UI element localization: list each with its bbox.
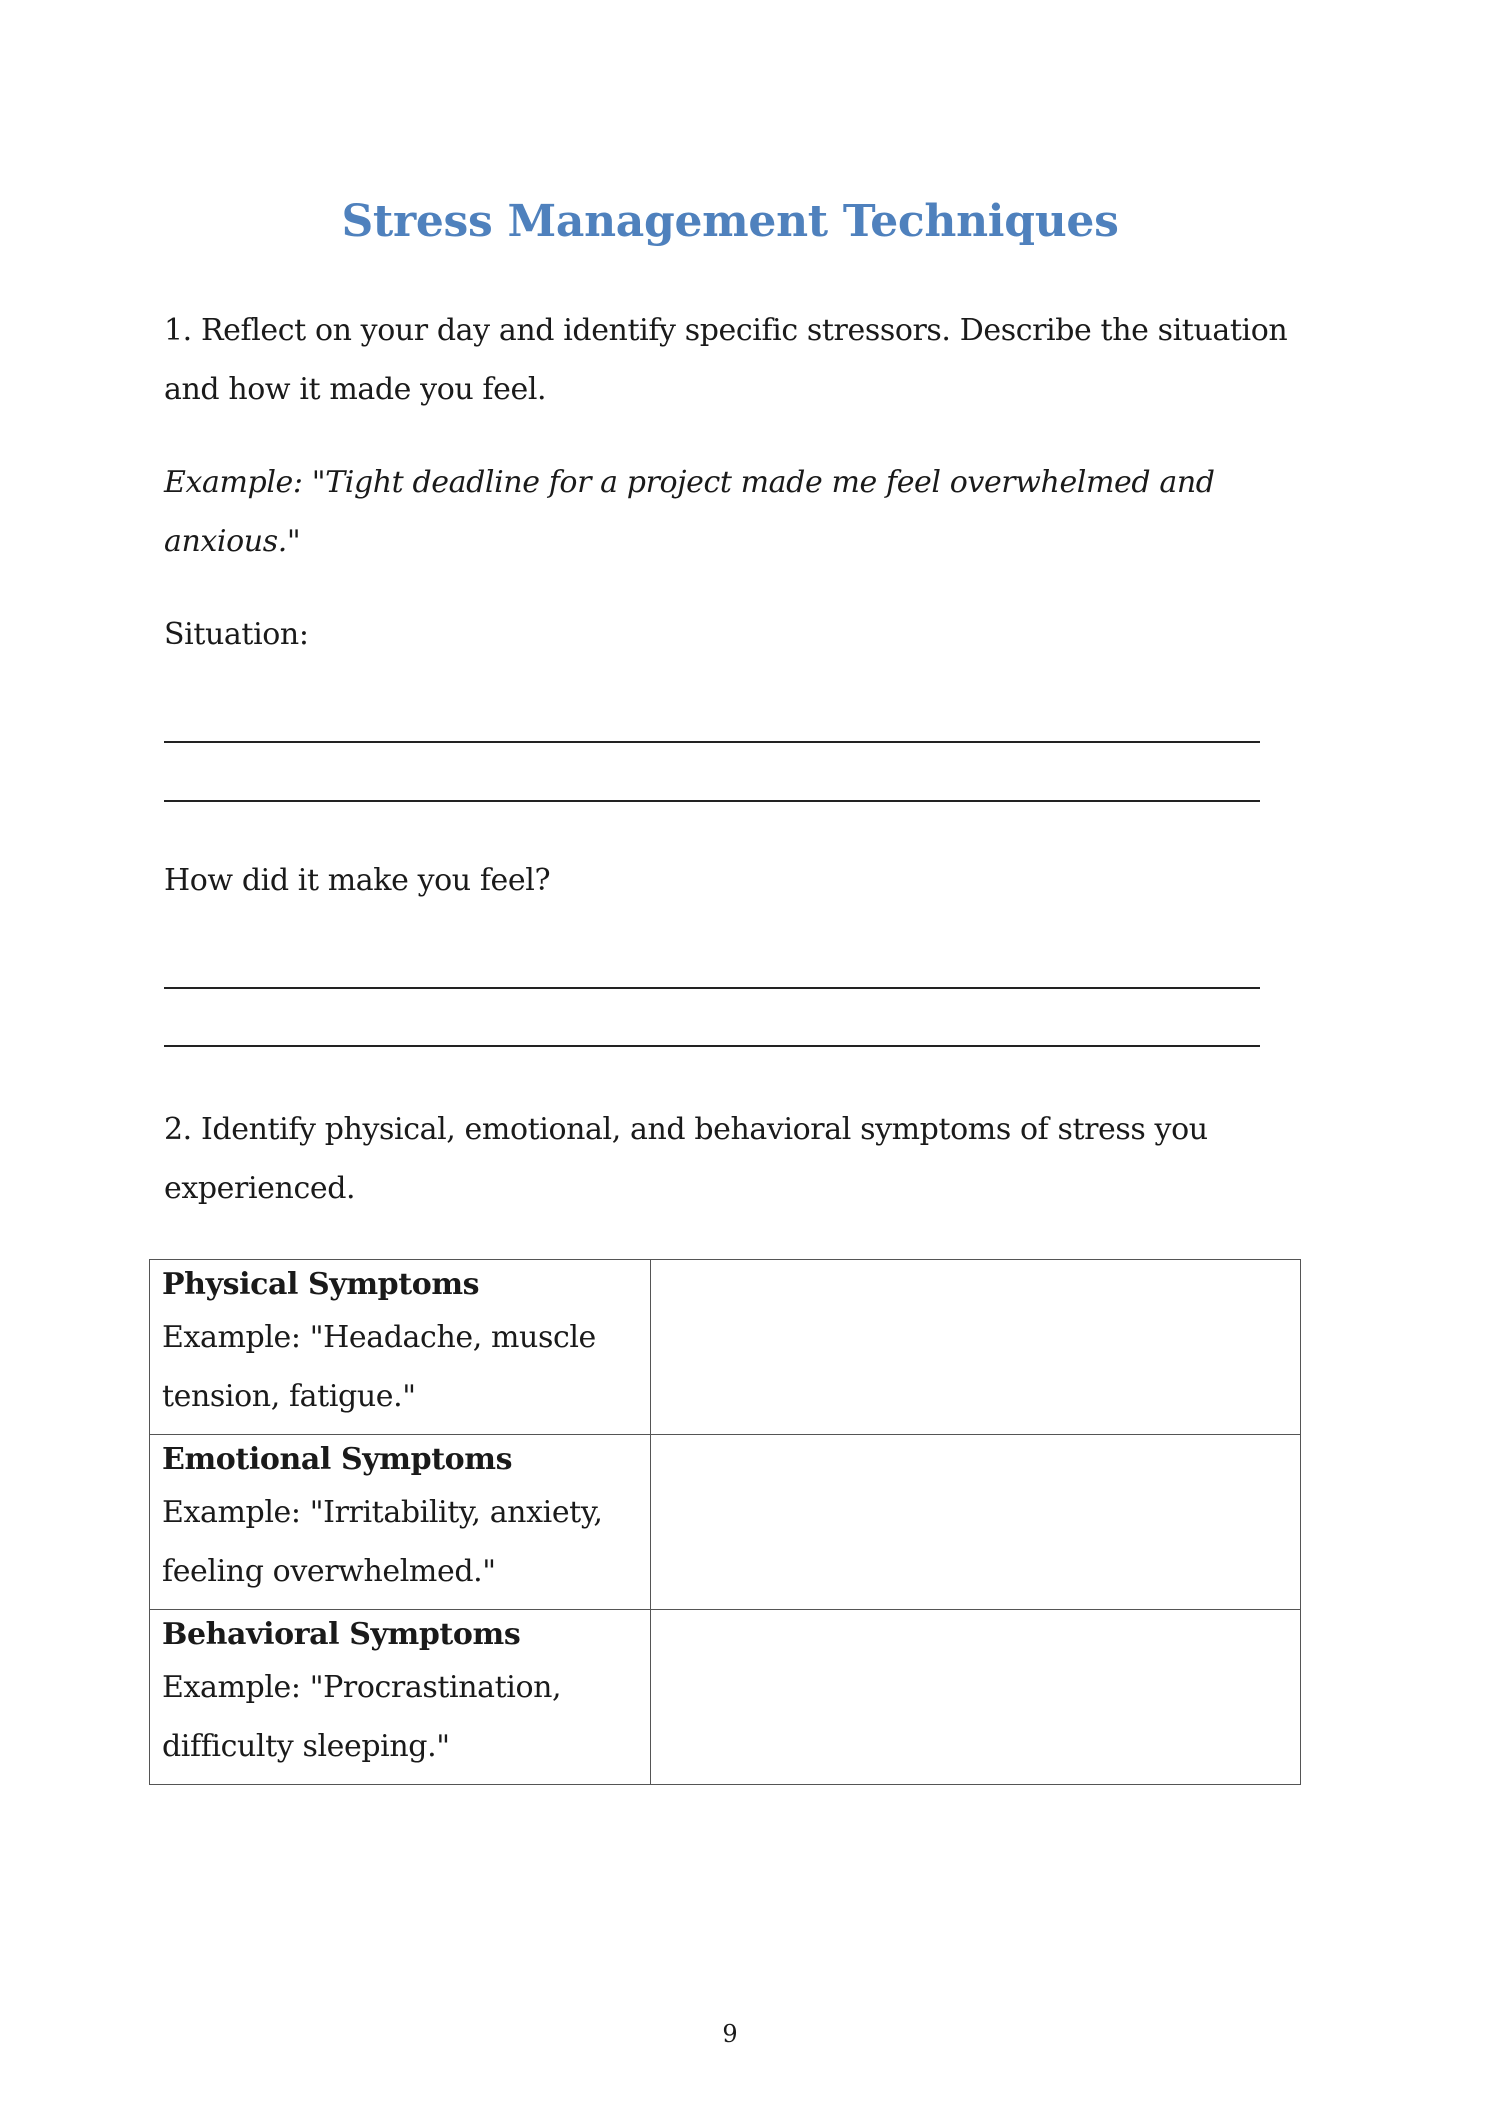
symptoms-table [149,1259,1301,1785]
page-number: 9 [722,2020,738,2048]
row-example-line-2: tension, fatigue." [162,1379,416,1414]
row-example-line-2: feeling overwhelmed." [162,1554,496,1589]
row-example-line-1: Example: "Irritability, anxiety, [162,1495,603,1530]
question-2-prompt [164,1100,1314,1218]
table-row [150,1260,1301,1435]
table-row [150,1610,1301,1785]
table-row [150,1435,1301,1610]
situation-answer-line-2[interactable] [164,800,1260,802]
row-title: Emotional Symptoms [162,1442,513,1477]
question-2-prompt-line-1: 2. Identify physical, emotional, and behavioral symptoms of stress you [164,1112,1208,1147]
row-title: Physical Symptoms [162,1267,480,1302]
situation-label: Situation: [164,617,309,652]
question-1-example-line-2: anxious." [164,524,301,559]
situation-answer-line-1[interactable] [164,741,1260,743]
question-2-prompt-line-2: experienced. [164,1171,356,1206]
row-example-line-1: Example: "Procrastination, [162,1670,562,1705]
row-example-line-2: difficulty sleeping." [162,1729,450,1764]
row-example-line-1: Example: "Headache, muscle [162,1320,596,1355]
question-1-prompt-line-2: and how it made you feel. [164,372,547,407]
feeling-answer-line-2[interactable] [164,1045,1260,1047]
row-title: Behavioral Symptoms [162,1617,521,1652]
question-1-prompt-line-1: 1. Reflect on your day and identify specific stressors. Describe the situation [164,313,1288,348]
feeling-label: How did it make you feel? [164,863,551,898]
emotional-symptoms-label-cell [150,1435,651,1610]
physical-symptoms-answer-cell[interactable] [651,1260,1301,1435]
feeling-answer-line-1[interactable] [164,987,1260,989]
emotional-symptoms-answer-cell[interactable] [651,1435,1301,1610]
physical-symptoms-label-cell [150,1260,651,1435]
behavioral-symptoms-answer-cell[interactable] [651,1610,1301,1785]
question-1-prompt [164,301,1314,419]
question-1-example [164,453,1314,571]
page-title: Stress Management Techniques [341,196,1119,247]
question-1-example-line-1: Example: "Tight deadline for a project made me feel overwhelmed and [164,465,1215,500]
behavioral-symptoms-label-cell [150,1610,651,1785]
